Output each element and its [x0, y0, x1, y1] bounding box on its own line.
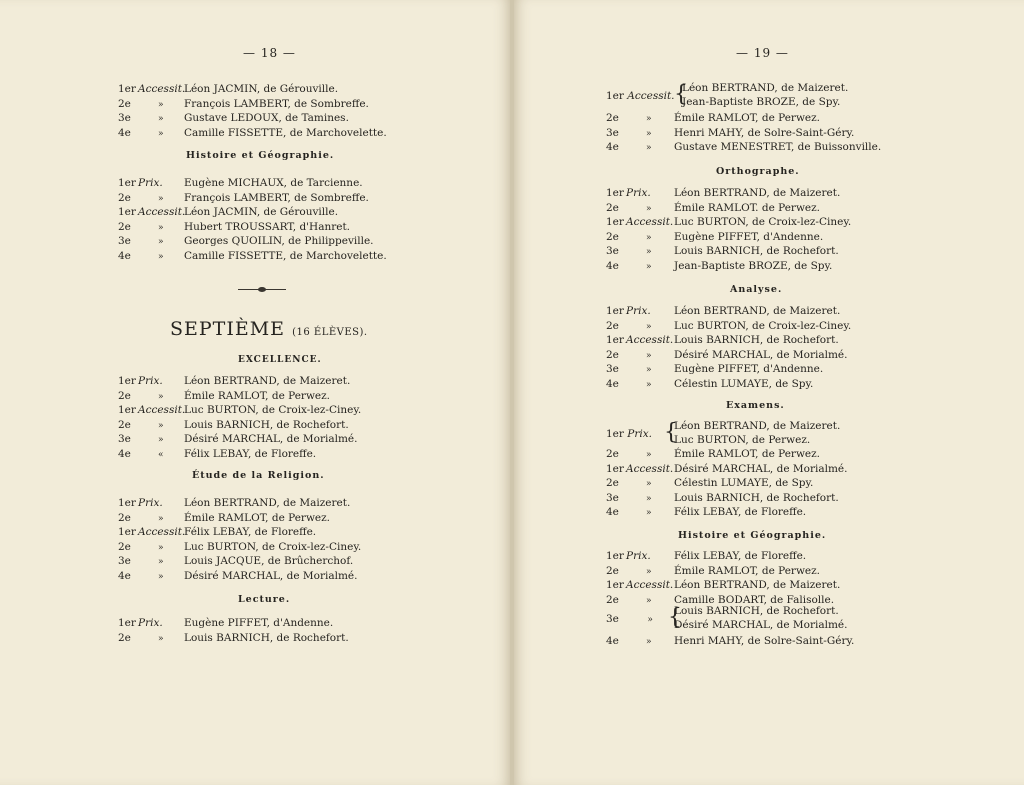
page-number: — 19 —	[736, 46, 789, 60]
award-kind: Prix.	[138, 497, 163, 509]
entry-name: Léon BERTRAND, de Maizeret.	[674, 187, 841, 199]
entry-ordinal: 2e	[118, 540, 131, 553]
entry-ordinal: 4e	[606, 141, 619, 154]
ditto-mark: »	[158, 114, 164, 125]
entry-name: Émile RAMLOT, de Perwez.	[184, 389, 331, 402]
entry-name: Désiré MARCHAL, de Morialmé.	[184, 433, 358, 446]
entry-name: Gustave MENESTRET, de Buissonville.	[674, 141, 882, 154]
award-kind: Accessit.	[626, 579, 674, 592]
entry-name: Camille BODART, de Falisolle.	[674, 593, 835, 606]
entry-name: Désiré MARCHAL, de Morialmé.	[674, 462, 848, 475]
ditto-mark: »	[646, 203, 652, 214]
entry-rank	[606, 333, 674, 348]
list-item	[606, 111, 956, 126]
list-item	[606, 244, 956, 259]
entry-rank	[118, 525, 184, 540]
entry-name: Louis BARNICH, de Rochefort.	[674, 245, 839, 258]
entry-name: Eugène PIFFET, d'Andenne.	[184, 617, 334, 629]
award-kind: Accessit.	[626, 334, 674, 347]
entry-name: Luc BURTON, de Croix-lez-Ciney.	[674, 319, 852, 332]
list-item	[606, 304, 956, 319]
entry-rank	[118, 191, 184, 207]
list-item	[118, 234, 448, 249]
entry-name: Léon BERTRAND, de Maizeret.	[674, 420, 841, 432]
entry-ordinal: 2e	[606, 319, 619, 332]
entry-name: Émile RAMLOT. de Perwez.	[674, 201, 821, 214]
entry-ordinal: 2e	[606, 593, 619, 606]
list-item	[118, 525, 448, 540]
entry-name: Henri MAHY, de Solre-Saint-Géry.	[674, 126, 855, 139]
entry-rank	[606, 348, 674, 364]
list-item	[118, 616, 448, 631]
list-item	[118, 418, 448, 433]
award-kind: Prix.	[138, 375, 163, 387]
entry-name: Léon BERTRAND, de Maizeret.	[674, 305, 841, 317]
list-item	[118, 511, 448, 526]
brace-glyph: {	[668, 605, 682, 630]
ditto-mark: »	[158, 435, 164, 446]
list-item	[118, 389, 448, 404]
entry-name: Désiré MARCHAL, de Morialmé.	[674, 348, 848, 361]
ditto-mark: «	[158, 449, 164, 460]
list-item	[118, 540, 448, 555]
entry-ordinal: 2e	[606, 348, 619, 361]
entry-rank	[118, 389, 184, 405]
entry-rank	[606, 491, 674, 507]
list-block	[606, 634, 956, 649]
list-item	[606, 230, 956, 245]
list-item	[606, 564, 956, 579]
entry-rank: 3e »	[606, 613, 653, 625]
entry-name: Célestin LUMAYE, de Spy.	[674, 377, 814, 390]
list-item	[606, 186, 956, 201]
ditto-mark: »	[646, 143, 652, 154]
list-item	[118, 126, 448, 141]
list-item	[606, 201, 956, 216]
list-item	[606, 549, 956, 564]
list-item	[606, 447, 956, 462]
list-item	[118, 111, 448, 126]
ditto-mark: »	[646, 637, 652, 647]
entry-ordinal: 2e	[606, 448, 619, 460]
entry-ordinal: 2e	[118, 191, 131, 204]
entry-ordinal: 4e	[118, 126, 131, 139]
entry-rank	[118, 631, 184, 647]
class-title-sub: (16 ÉLÈVES).	[292, 327, 368, 338]
list-item	[118, 432, 448, 447]
entry-name: Félix LEBAY, de Floreffe.	[184, 447, 317, 460]
award-kind: Prix.	[138, 617, 163, 629]
entry-name: François LAMBERT, de Sombreffe.	[184, 97, 369, 110]
award-kind: Accessit.	[138, 206, 186, 219]
entry-rank	[606, 377, 674, 393]
entry-name: Eugène PIFFET, d'Andenne.	[674, 363, 824, 376]
ditto-mark: »	[646, 114, 652, 124]
list-item	[606, 476, 956, 491]
entry-ordinal: 1er	[118, 497, 136, 509]
section-heading: Histoire et Géographie.	[186, 150, 335, 161]
award-kind: Prix.	[138, 177, 163, 189]
ditto-mark: »	[646, 493, 652, 504]
entry-rank	[118, 249, 184, 265]
list-item	[118, 447, 448, 462]
entry-rank	[606, 362, 674, 378]
entry-ordinal: 2e	[606, 477, 619, 490]
list-item	[118, 374, 448, 389]
entry-ordinal: 1er	[606, 216, 624, 229]
list-item	[118, 554, 448, 569]
entry-name: Louis BARNICH, de Rochefort.	[674, 491, 839, 504]
entry-ordinal: 1er	[118, 617, 136, 629]
list-item	[118, 205, 448, 220]
entry-rank	[606, 476, 674, 492]
entry-name: Luc BURTON, de Croix-lez-Ciney.	[674, 216, 852, 229]
list-item	[118, 82, 448, 97]
class-title-main: SEPTIÈME	[170, 318, 286, 340]
entry-rank	[606, 244, 674, 260]
entry-name: Léon JACMIN, de Gérouville.	[184, 83, 339, 95]
ditto-mark: »	[158, 251, 164, 262]
ditto-mark: »	[158, 633, 164, 644]
ditto-mark: »	[158, 557, 164, 568]
list-item	[118, 631, 448, 646]
entry-name: Émile RAMLOT, de Perwez.	[184, 511, 331, 524]
list-item	[606, 505, 956, 520]
entry-rank	[606, 462, 674, 477]
ditto-mark: »	[158, 571, 164, 582]
entry-name: Luc BURTON, de Croix-lez-Ciney.	[184, 404, 362, 417]
entry-rank	[118, 176, 184, 191]
list-block	[606, 304, 956, 392]
entry-ordinal: 4e	[118, 447, 131, 460]
ditto-mark: »	[158, 237, 164, 248]
entry-ordinal: 3e	[606, 363, 619, 376]
ditto-mark: »	[158, 391, 164, 402]
entry-ordinal: 4e	[606, 377, 619, 390]
entry-ordinal: 3e	[118, 555, 131, 568]
ditto-mark: »	[646, 379, 652, 390]
entry-rank	[606, 505, 674, 521]
entry-rank	[606, 564, 674, 580]
entry-name: Léon BERTRAND, de Maizeret.	[682, 82, 849, 94]
entry-rank	[118, 540, 184, 556]
list-block	[606, 186, 956, 274]
entry-name: Émile RAMLOT, de Perwez.	[674, 564, 821, 577]
list-block	[606, 549, 956, 607]
entry-name: Louis BARNICH, de Rochefort.	[674, 605, 839, 617]
ditto-mark: »	[158, 513, 164, 524]
ornament-divider	[238, 287, 286, 293]
ditto-mark: »	[646, 479, 652, 490]
list-block	[606, 447, 956, 520]
entry-ordinal: 3e	[606, 491, 619, 504]
ditto-mark: »	[158, 193, 164, 204]
ditto-mark: »	[158, 128, 164, 139]
ditto-mark: »	[646, 350, 652, 361]
entry-rank	[118, 205, 184, 220]
entry-ordinal: 2e	[118, 511, 131, 524]
entry-name: Georges QUOILIN, de Philippeville.	[184, 235, 374, 248]
entry-name: Luc BURTON, de Perwez.	[674, 434, 811, 446]
entry-name: Louis BARNICH, de Rochefort.	[184, 418, 349, 431]
entry-ordinal: 1er	[606, 579, 624, 592]
award-kind: Accessit.	[138, 404, 186, 417]
entry-rank	[118, 234, 184, 250]
entry-name: Léon BERTRAND, de Maizeret.	[184, 375, 351, 387]
entry-ordinal: 3e	[606, 245, 619, 258]
entry-rank	[606, 319, 674, 335]
entry-rank	[118, 374, 184, 389]
entry-rank	[606, 304, 674, 319]
entry-ordinal: 1er	[606, 187, 624, 199]
section-heading: EXCELLENCE.	[238, 355, 322, 365]
entry-name: Luc BURTON, de Croix-lez-Ciney.	[184, 540, 362, 553]
entry-rank	[118, 554, 184, 570]
entry-ordinal: 2e	[606, 201, 619, 214]
entry-ordinal: 4e	[606, 506, 619, 519]
entry-rank	[606, 634, 674, 650]
award-kind: Prix.	[626, 187, 651, 199]
ditto-mark: »	[646, 247, 652, 258]
entry-name: Félix LEBAY, de Floreffe.	[674, 506, 807, 519]
entry-name: Désiré MARCHAL, de Morialmé.	[674, 619, 848, 631]
entry-ordinal: 1er	[606, 550, 624, 562]
entry-name: Léon BERTRAND, de Maizeret.	[184, 497, 351, 509]
grouped-entry	[606, 605, 966, 637]
list-item	[118, 191, 448, 206]
entry-rank	[118, 82, 184, 97]
entry-name: Camille FISSETTE, de Marchovelette.	[184, 126, 387, 139]
entry-name: Louis JACQUE, de Brûcherchof.	[184, 555, 354, 568]
entry-name: Jean-Baptiste BROZE, de Spy.	[674, 259, 833, 272]
ditto-mark: »	[646, 232, 652, 243]
list-item	[118, 249, 448, 264]
list-item	[118, 176, 448, 191]
entry-rank	[118, 432, 184, 448]
list-item	[606, 462, 956, 477]
entry-rank	[606, 111, 674, 127]
list-item	[606, 126, 956, 141]
list-item	[118, 220, 448, 235]
list-item	[606, 634, 956, 649]
entry-rank	[118, 403, 184, 418]
ditto-mark: »	[158, 542, 164, 553]
list-item	[118, 496, 448, 511]
ditto-mark: »	[646, 128, 652, 139]
entry-ordinal: 4e	[606, 259, 619, 272]
entry-ordinal: 2e	[118, 97, 131, 110]
list-item	[118, 403, 448, 418]
list-item	[606, 333, 956, 348]
award-kind: Prix.	[626, 550, 651, 562]
entry-ordinal: 4e	[606, 635, 619, 647]
entry-rank	[118, 569, 184, 585]
award-kind: Prix.	[626, 305, 651, 317]
award-kind: Accessit.	[626, 462, 674, 475]
list-item	[606, 348, 956, 363]
entry-rank	[606, 447, 674, 463]
entry-name: Léon BERTRAND, de Maizeret.	[674, 579, 841, 592]
entry-ordinal: 1er	[118, 375, 136, 387]
section-heading: Examens.	[726, 400, 785, 411]
ditto-mark: »	[646, 365, 652, 376]
entry-name: Désiré MARCHAL, de Morialmé.	[184, 569, 358, 582]
entry-rank: 1er Prix.	[606, 428, 652, 440]
entry-rank	[118, 616, 184, 631]
entry-ordinal: 2e	[118, 418, 131, 431]
section-heading: Analyse.	[730, 284, 783, 295]
entry-name: Léon JACMIN, de Gérouville.	[184, 206, 339, 219]
brace-glyph: {	[664, 420, 678, 445]
entry-name: Émile RAMLOT, de Perwez.	[674, 112, 821, 124]
entry-rank	[606, 549, 674, 564]
entry-rank	[118, 447, 184, 463]
entry-rank	[606, 230, 674, 246]
entry-rank	[606, 215, 674, 230]
section-heading: Étude de la Religion.	[192, 470, 325, 481]
entry-name: Jean-Baptiste BROZE, de Spy.	[682, 96, 841, 108]
entry-ordinal: 3e	[118, 433, 131, 446]
ditto-mark: »	[646, 566, 652, 577]
entry-rank	[118, 97, 184, 113]
entry-name: François LAMBERT, de Sombreffe.	[184, 191, 369, 204]
entry-rank	[118, 126, 184, 142]
list-block	[606, 111, 956, 155]
ditto-mark: »	[646, 261, 652, 272]
list-item	[606, 377, 956, 392]
entry-ordinal: 1er	[118, 177, 136, 189]
ditto-mark: »	[646, 450, 652, 460]
section-heading: Lecture.	[238, 594, 291, 605]
entry-name: Louis BARNICH, de Rochefort.	[674, 334, 839, 347]
entry-ordinal: 2e	[606, 112, 619, 124]
entry-name: Émile RAMLOT, de Perwez.	[674, 448, 821, 460]
ditto-mark: »	[158, 99, 164, 110]
entry-ordinal: 2e	[606, 564, 619, 577]
entry-name: Félix LEBAY, de Floreffe.	[674, 550, 807, 562]
list-item	[606, 491, 956, 506]
ditto-mark: »	[158, 222, 164, 233]
section-heading: Orthographe.	[716, 166, 800, 177]
list-item	[606, 215, 956, 230]
entry-name: Félix LEBAY, de Floreffe.	[184, 526, 317, 539]
list-item	[118, 97, 448, 112]
list-block	[118, 82, 448, 140]
right-page	[514, 0, 1024, 785]
entry-rank	[118, 220, 184, 236]
entry-ordinal: 2e	[606, 230, 619, 243]
entry-rank	[606, 126, 674, 142]
list-item	[118, 569, 448, 584]
grouped-entry	[606, 82, 966, 114]
entry-ordinal: 1er	[606, 462, 624, 475]
entry-name: Gustave LEDOUX, de Tamines.	[184, 112, 349, 125]
page-number: — 18 —	[243, 46, 296, 60]
brace-glyph: {	[674, 82, 688, 107]
ditto-mark: »	[646, 321, 652, 332]
ditto-mark: »	[158, 420, 164, 431]
entry-rank	[606, 578, 674, 593]
entry-ordinal: 1er	[606, 305, 624, 317]
entry-name: Eugène PIFFET, d'Andenne.	[674, 230, 824, 243]
list-item	[606, 362, 956, 377]
list-item	[606, 578, 956, 593]
entry-name: Célestin LUMAYE, de Spy.	[674, 477, 814, 490]
entry-ordinal: 4e	[118, 569, 131, 582]
entry-rank	[118, 111, 184, 127]
entry-rank	[606, 259, 674, 275]
list-item	[606, 319, 956, 334]
entry-ordinal: 1er	[606, 334, 624, 347]
entry-name: Camille FISSETTE, de Marchovelette.	[184, 249, 387, 262]
entry-rank	[118, 418, 184, 434]
entry-ordinal: 3e	[606, 126, 619, 139]
entry-rank	[606, 140, 674, 156]
entry-ordinal: 1er	[118, 526, 136, 539]
entry-name: Hubert TROUSSART, d'Hanret.	[184, 220, 351, 233]
entry-rank: 1er Accessit.	[606, 90, 675, 102]
entry-ordinal: 2e	[118, 631, 131, 644]
entry-ordinal: 4e	[118, 249, 131, 262]
entry-ordinal: 1er	[118, 206, 136, 219]
entry-ordinal: 1er	[118, 404, 136, 417]
entry-ordinal: 3e	[118, 112, 131, 125]
list-block	[118, 496, 448, 584]
entry-name: Henri MAHY, de Solre-Saint-Géry.	[674, 635, 855, 647]
ditto-mark: »	[646, 508, 652, 519]
entry-rank	[118, 511, 184, 527]
award-kind: Accessit.	[626, 216, 674, 229]
entry-ordinal: 3e	[118, 235, 131, 248]
list-block	[118, 374, 448, 462]
list-block	[118, 616, 448, 645]
entry-ordinal: 2e	[118, 220, 131, 233]
left-page	[0, 0, 510, 785]
list-item	[606, 140, 956, 155]
entry-ordinal: 2e	[118, 389, 131, 402]
ditto-mark: »	[646, 595, 652, 606]
class-title	[170, 318, 368, 340]
award-kind: Accessit.	[138, 83, 186, 95]
entry-ordinal: 1er	[118, 83, 136, 95]
list-block	[118, 176, 448, 264]
section-heading: Histoire et Géographie.	[678, 530, 827, 541]
entry-name: Louis BARNICH, de Rochefort.	[184, 631, 349, 644]
list-item	[606, 259, 956, 274]
entry-rank	[606, 186, 674, 201]
award-kind: Accessit.	[138, 526, 186, 539]
entry-rank	[606, 201, 674, 217]
entry-rank	[118, 496, 184, 511]
entry-name: Eugène MICHAUX, de Tarcienne.	[184, 177, 363, 189]
